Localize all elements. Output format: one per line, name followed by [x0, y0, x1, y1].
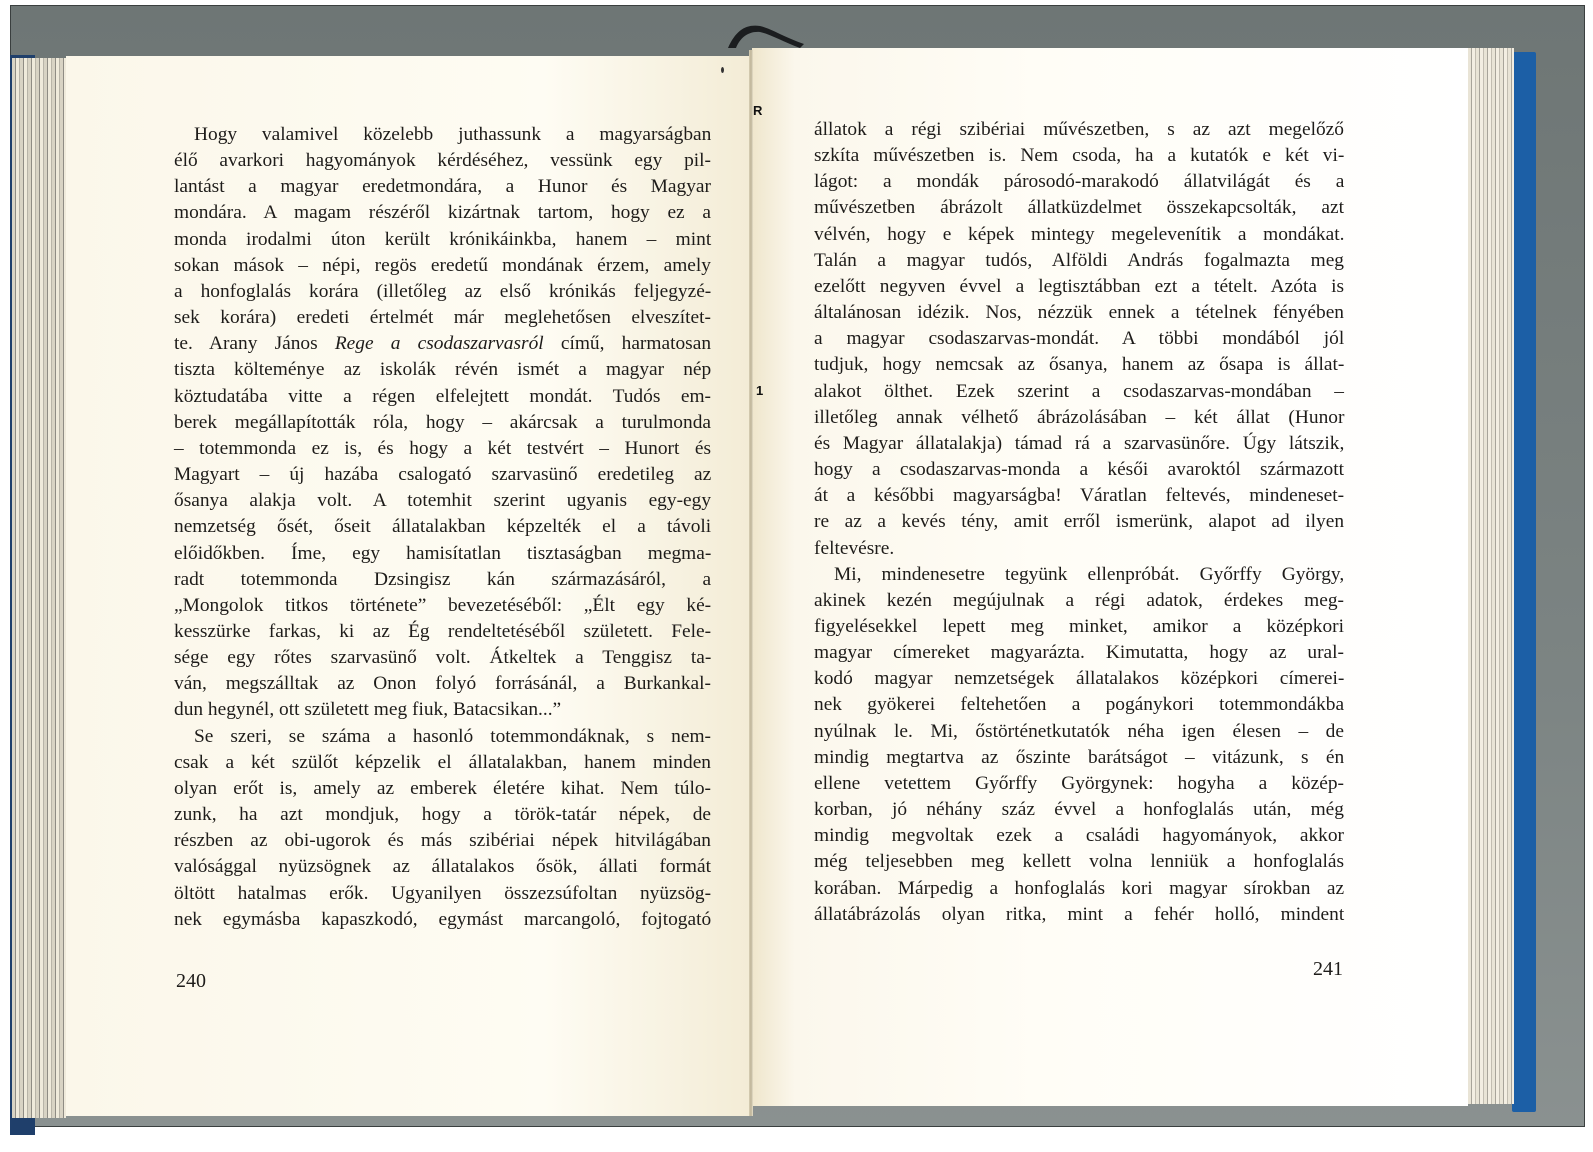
page-edges-left: [12, 58, 66, 1118]
ink-speck: [721, 67, 724, 73]
text-line: Talán a magyar tudós, Alföldi András fogalmazta meg: [814, 249, 1344, 271]
text-line: korában. Márpedig a honfoglalás kori magyar sírokban az: [814, 877, 1345, 899]
text-line: olyan erőt is, amely az emberek életére kihat. Nem túlo-: [174, 777, 711, 799]
text-line: korban, jó néhány száz évvel a honfoglalás után, még: [814, 799, 1344, 821]
text-line: még teljesebben meg kellett volna lenniük a honfoglalás: [814, 851, 1344, 873]
text-line: szkíta művészetben is. Nem csoda, ha a kutatók e két vi-: [814, 145, 1345, 167]
text-line: kodó magyar nemzetségek állatalakos középkori címerei-: [814, 668, 1345, 690]
text-line: általánosan idézik. Nos, nézzük ennek a tételnek fényében: [814, 302, 1344, 324]
text-line: dun hegynél, ott született meg fiuk, Batacsikan...”: [174, 699, 562, 721]
text-line: előidőkben. Íme, egy hamisítatlan tisztaságban megma-: [174, 542, 712, 564]
text-line: nyúlnak le. Mi, őstörténetkutatók néha igen élesen – de: [814, 720, 1344, 742]
text-line: Magyart – új hazába csalogató szarvasünő eredetileg az: [174, 464, 712, 486]
text-line: nek egymásba kapaszkodó, egymást marcangoló, fojtogató: [174, 908, 712, 930]
text-line: állatok a régi szibériai művészetben, s az azt megelőző: [814, 119, 1344, 140]
text-line: sége egy rőtes szarvasünő volt. Átkeltek a Tenggisz ta-: [174, 647, 712, 669]
text-line: valósággal nyüzsögnek az állatalakos ősök, állati formát: [174, 856, 711, 878]
text-line: Mi, mindenesetre tegyünk ellenpróbát. Győrffy György,: [834, 563, 1345, 585]
right-page-body: [814, 117, 1344, 928]
text-line: radt totemmonda Dzsingisz kán származásáról, a: [174, 568, 712, 590]
page-number-right: 241: [1313, 958, 1343, 980]
text-line: nemzetség ősét, őseit állatalakban képzelték el a távoli: [174, 516, 712, 538]
text-line: feltevésre.: [814, 537, 895, 559]
text-line: tiszta költeménye az iskolák révén ismét a magyar nép: [174, 359, 712, 381]
text-line: magyar címereket magyarázta. Kimutatta, hogy az ural-: [814, 642, 1344, 664]
text-line: mindig megtartva az őszinte barátságot – vitázunk, s én: [814, 746, 1345, 768]
text-line: sokan mások – népi, regös eredetű mondának érzem, amely: [174, 254, 711, 276]
text-line: vélvén, hogy e képek mintegy megelevenítik a mondákat.: [814, 223, 1345, 245]
text-line: a magyar csodaszarvas-mondát. A többi mondából jól: [814, 328, 1345, 350]
text-line: állatábrázolás olyan ritka, mint a fehér holló, mindent: [814, 903, 1345, 925]
text-line: élő avarkori hagyományok kérdéséhez, vessünk egy pil-: [174, 150, 711, 172]
text-line: kesszürke farkas, ki az Ég rendeltetéséből született. Fele-: [174, 620, 712, 642]
text-line: tudjuk, hogy nemcsak az ősanya, hanem az ősapa is állat-: [814, 354, 1345, 376]
text-line: át a későbbi magyarságba! Váratlan feltevés, mindeneset-: [814, 485, 1345, 507]
text-line: re az a kevés tény, amit erről ismerünk, alapot ad ilyen: [814, 511, 1345, 533]
text-line: hogy a csodaszarvas-monda a késői avaroktól származott: [814, 459, 1344, 481]
text-line: ősanya alakja volt. A totemhit szerint ugyanis egy-egy: [174, 490, 712, 512]
text-line: ezelőtt negyven évvel a legtisztábban ezt a tételt. Azóta is: [814, 275, 1344, 297]
text-line: mondára. A magam részéről kizártnak tartom, hogy ez a: [174, 202, 711, 224]
text-line: ellene vetettem Győrffy Györgynek: hogyha a közép-: [814, 772, 1344, 794]
text-line: lantást a magyar eredetmondára, a Hunor és Magyar: [174, 176, 711, 198]
text-line: öltött hatalmas erők. Ugyanilyen összezsúfoltan nyüzsög-: [174, 882, 712, 904]
left-page-body: [174, 122, 711, 933]
text-line: [174, 331, 711, 357]
book-cover-right: [1512, 52, 1536, 1112]
text-line: illetőleg annak vélhető ábrázolásában – két állat (Hunor: [814, 406, 1345, 428]
text-line: berek megállapították róla, hogy – akárcsak a turulmonda: [174, 411, 711, 433]
text-line: a honfoglalás korára (illetőleg az első krónikás feljegyzé-: [174, 280, 712, 302]
book-gutter: [749, 50, 753, 1116]
text-line: művészetben ábrázolt állatküzdelmet összekapcsolták, azt: [814, 197, 1344, 219]
text-line: Hogy valamivel közelebb juthassunk a magyarságban: [194, 124, 712, 145]
text-line: monda irodalmi úton került krónikáinkba, hanem – mint: [174, 228, 712, 250]
text-line: nek gyökerei feltehetően a pogánykori totemmondákba: [814, 694, 1345, 716]
text-line: sek korára) eredeti értelmét már meglehetősen elveszítet-: [174, 307, 711, 329]
text-line: csak a két szülőt képzelik el állatalakban, hanem minden: [174, 751, 711, 773]
bookmark-ribbon-icon: [726, 20, 806, 50]
text-line: zunk, ha azt mondjuk, hogy a török-tatár népek, de: [174, 804, 711, 826]
text-run: című, harmatosan: [543, 333, 712, 355]
page-edges-right: [1468, 48, 1514, 1104]
text-line: lágot: a mondák párosodó-marakodó állatvilágát és a: [814, 171, 1345, 193]
text-line: alakot ölthet. Ezek szerint a csodaszarvas-mondában –: [814, 380, 1344, 402]
text-line: – totemmonda ez is, és hogy a két testvért – Hunort és: [174, 437, 712, 459]
text-line: akinek kezén megújulnak a régi adatok, érdekes meg-: [814, 589, 1344, 611]
text-line: „Mongolok titkos története” bevezetéséből: „Élt egy ké-: [174, 594, 712, 616]
text-line: ván, megszálltak az Onon folyó forrásánál, a Burkankal-: [174, 673, 711, 695]
text-line: mindig megvoltak ezek a családi hagyományok, akkor: [814, 825, 1344, 847]
text-line: Se szeri, se száma a hasonló totemmondáknak, s nem-: [194, 725, 712, 747]
gutter-mark-1: 1: [756, 383, 764, 398]
text-line: köztudatába vitte a régen elfelejtett mondát. Tudós em-: [174, 385, 711, 407]
text-line: és Magyar állatalakja) támad rá a szarvasünőre. Úgy látszik,: [814, 432, 1345, 454]
book-title-italic: Rege a csodaszarvasról: [334, 333, 544, 355]
text-line: részben az obi-ugorok és más szibériai népek hitvilágában: [174, 830, 711, 852]
text-run: te. Arany János: [174, 333, 335, 355]
gutter-mark-r: R: [753, 103, 763, 118]
text-line: figyelésekkel lepett meg minket, amikor a középkori: [814, 615, 1344, 637]
page-number-left: 240: [176, 970, 206, 992]
